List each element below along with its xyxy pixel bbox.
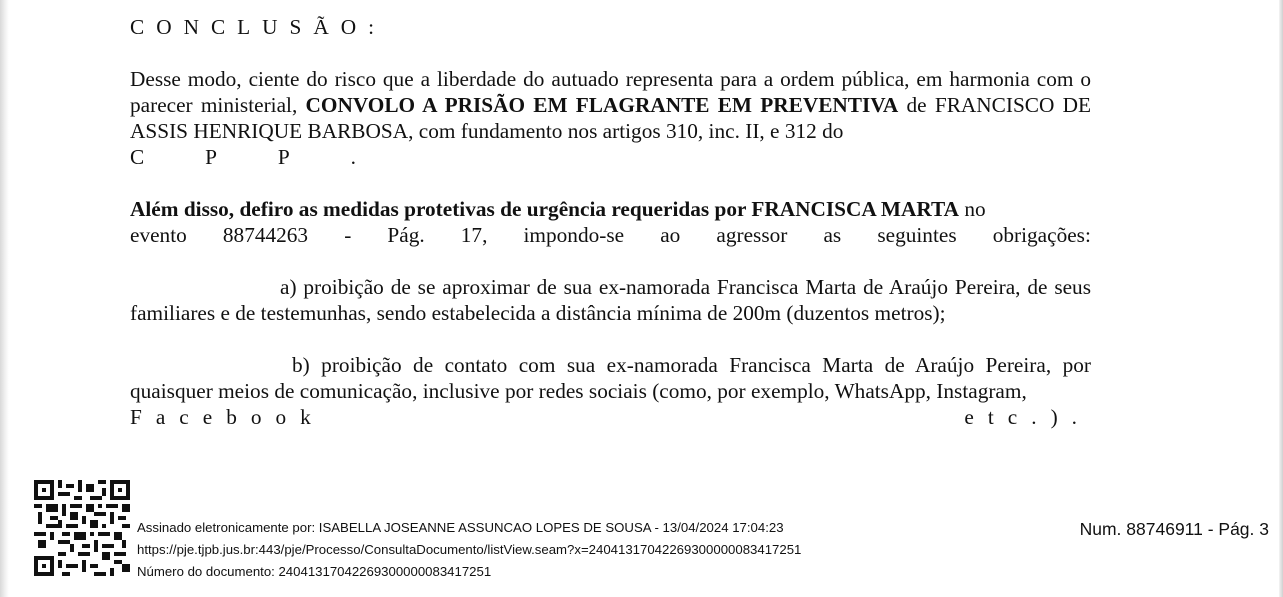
spaced-word: ao xyxy=(660,223,681,247)
spaced-word: 88744263 xyxy=(222,223,309,247)
spaced-word: - xyxy=(344,223,352,247)
section-heading: CONCLUSÃO: xyxy=(130,15,387,39)
document-url-link[interactable]: https://pje.tjpb.jus.br:443/pje/Processo/ConsultaDocumento/listView.seam?x=24041317042269300000083417251 xyxy=(137,542,802,557)
spaced-letter: C xyxy=(130,145,145,169)
spaced-letter: . xyxy=(350,145,356,169)
item-a: a) proibição de se aproximar de sua ex-namorada Francisca Marta de Araújo Pereira, de seus familiares e de testemunhas, sendo estabelecida a distância mínima de 200m (duzentos metros); xyxy=(130,275,1091,325)
spaced-word: evento xyxy=(130,223,187,247)
spaced-letter: P xyxy=(277,145,290,169)
spaced-line-facebook xyxy=(130,404,1091,430)
document-body xyxy=(130,14,1091,430)
spaced-letter: P xyxy=(205,145,217,169)
spaced-word: agressor xyxy=(716,223,788,247)
spaced-word: as xyxy=(823,223,842,247)
paragraph-conversion xyxy=(130,66,1091,144)
spaced-word: Facebook xyxy=(130,405,325,429)
page-number: Num. 88746911 - Pág. 3 xyxy=(1079,519,1269,539)
page-left-edge-shadow xyxy=(0,0,9,597)
spaced-word: impondo-se xyxy=(523,223,625,247)
spaced-word: seguintes xyxy=(877,223,957,247)
paragraph-text: de FRANCISCO DE ASSIS HENRIQUE BARBOSA, com fundamento nos artigos 310, inc. II, e 312 do xyxy=(130,93,1091,143)
page-right-edge-shadow xyxy=(1279,0,1283,597)
spaced-word: etc.). xyxy=(964,405,1091,429)
spaced-line-cpp xyxy=(130,144,356,170)
signature-footer xyxy=(137,517,801,583)
paragraph-text: no xyxy=(959,197,986,221)
paragraph-protective-measures xyxy=(130,196,1091,222)
qr-code-icon xyxy=(34,480,130,576)
paragraph-text: Desse modo, ciente do risco que a liberdade do autuado representa para a ordem pública, em harmonia com o parecer ministerial, xyxy=(130,67,1091,117)
spaced-word: Pág. xyxy=(387,223,425,247)
spaced-line-event xyxy=(130,222,1091,248)
spaced-word: 17, xyxy=(460,223,488,247)
decision-bold-text: CONVOLO A PRISÃO EM FLAGRANTE EM PREVENTIVA xyxy=(305,93,899,117)
measures-bold-text: Além disso, defiro as medidas protetivas de urgência requeridas por FRANCISCA MARTA xyxy=(130,197,960,221)
item-b: b) proibição de contato com sua ex-namorada Francisca Marta de Araújo Pereira, por quaisquer meios de comunicação, inclusive por redes sociais (como, por exemplo, WhatsApp, Instagram, xyxy=(130,353,1091,403)
spaced-word: obrigações: xyxy=(992,223,1091,247)
document-number-line: Número do documento: 24041317042269300000083417251 xyxy=(137,564,492,579)
signed-by-line: Assinado eletronicamente por: ISABELLA JOSEANNE ASSUNCAO LOPES DE SOUSA - 13/04/2024 17:04:23 xyxy=(137,520,784,535)
